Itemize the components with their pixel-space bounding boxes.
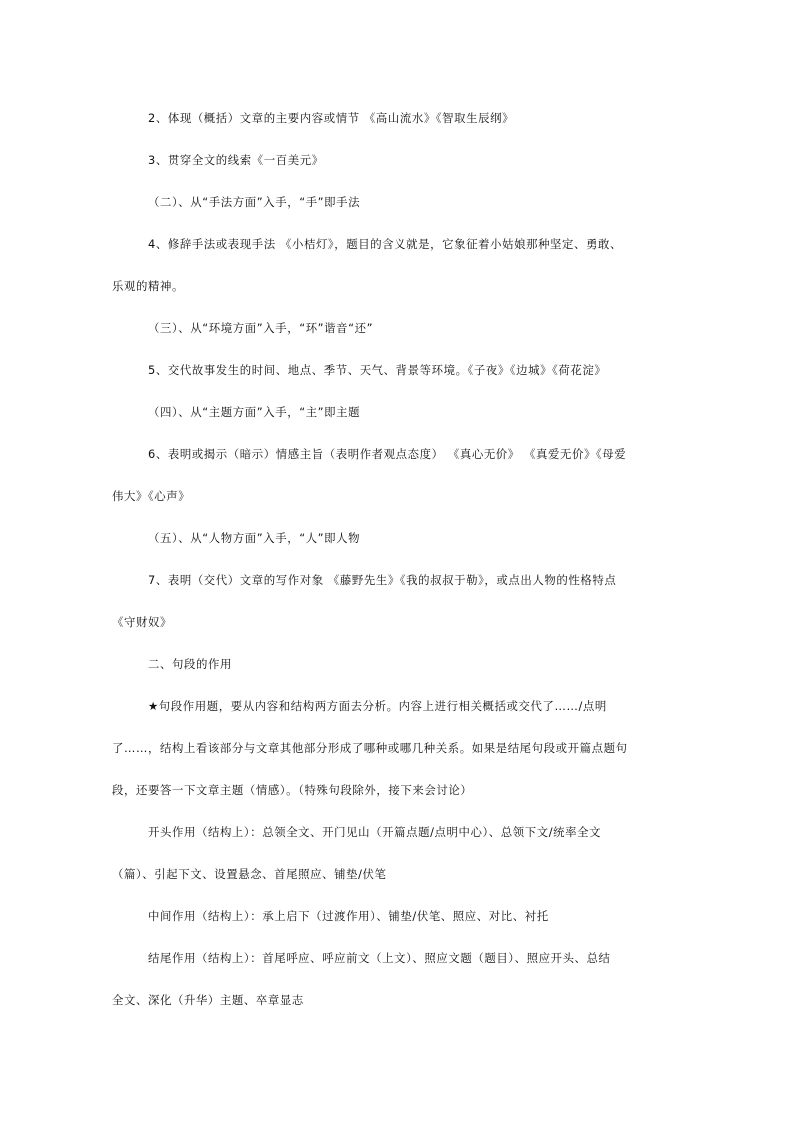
opening-function-continuation: （篇）、引起下文、设置悬念、首尾照应、铺垫/伏笔	[112, 867, 387, 881]
point-2-summary-function: 2、体现（概括）文章的主要内容或情节 《高山流水》《智取生辰纲》	[148, 111, 515, 125]
point-6-emotion-theme: 6、表明或揭示（暗示）情感主旨（表明作者观点态度） 《真心无价》 《真爱无价》《母爱	[148, 447, 627, 461]
point-4-rhetoric: 4、修辞手法或表现手法 《小桔灯》，题目的含义就是，它象征着小姑娘那种坚定、勇敢、	[148, 237, 623, 251]
section-heading-sentence-paragraph: 二、句段的作用	[148, 657, 232, 671]
point-7-subject: 7、表明（交代）文章的写作对象 《藤野先生》《我的叔叔于勒》，或点出人物的性格特点	[148, 573, 617, 587]
section-heading-environment: （三）、从“环境方面”入手，“环”谐音“还”	[148, 321, 374, 335]
paragraph-intro-line-1: ★句段作用题，要从内容和结构两方面去分析。内容上进行相关概括或交代了……/点明	[148, 699, 607, 713]
point-6-continuation: 伟大》《心声》	[112, 489, 191, 503]
section-heading-theme: （四）、从“主题方面”入手，“主”即主题	[148, 405, 361, 419]
paragraph-intro-line-3: 段，还要答一下文章主题（情感）。（特殊句段除外，接下来会讨论）	[112, 783, 473, 797]
opening-function: 开头作用（结构上）：总领全文、开门见山（开篇点题/点明中心）、总领下文/统率全文	[148, 825, 602, 839]
ending-function-continuation: 全文、深化（升华）主题、卒章显志	[112, 993, 304, 1007]
middle-function: 中间作用（结构上）：承上启下（过渡作用）、铺垫/伏笔、照应、对比、衬托	[148, 909, 549, 923]
section-heading-technique: （二）、从“手法方面”入手，“手”即手法	[148, 195, 361, 209]
ending-function: 结尾作用（结构上）：首尾呼应、呼应前文（上文）、照应文题（题目）、照应开头、总结	[148, 951, 611, 965]
point-4-continuation: 乐观的精神。	[112, 279, 184, 293]
paragraph-intro-line-2: 了……，结构上看该部分与文章其他部分形成了哪种或哪几种关系。如果是结尾句段或开篇点题句	[112, 741, 628, 755]
section-heading-character: （五）、从“人物方面”入手，“人”即人物	[148, 531, 361, 545]
point-7-continuation: 《守财奴》	[112, 615, 172, 629]
point-5-setting: 5、交代故事发生的时间、地点、季节、天气、背景等环境。《子夜》《边城》《荷花淀》	[148, 363, 607, 377]
point-3-clue-function: 3、贯穿全文的线索《一百美元》	[148, 153, 324, 167]
